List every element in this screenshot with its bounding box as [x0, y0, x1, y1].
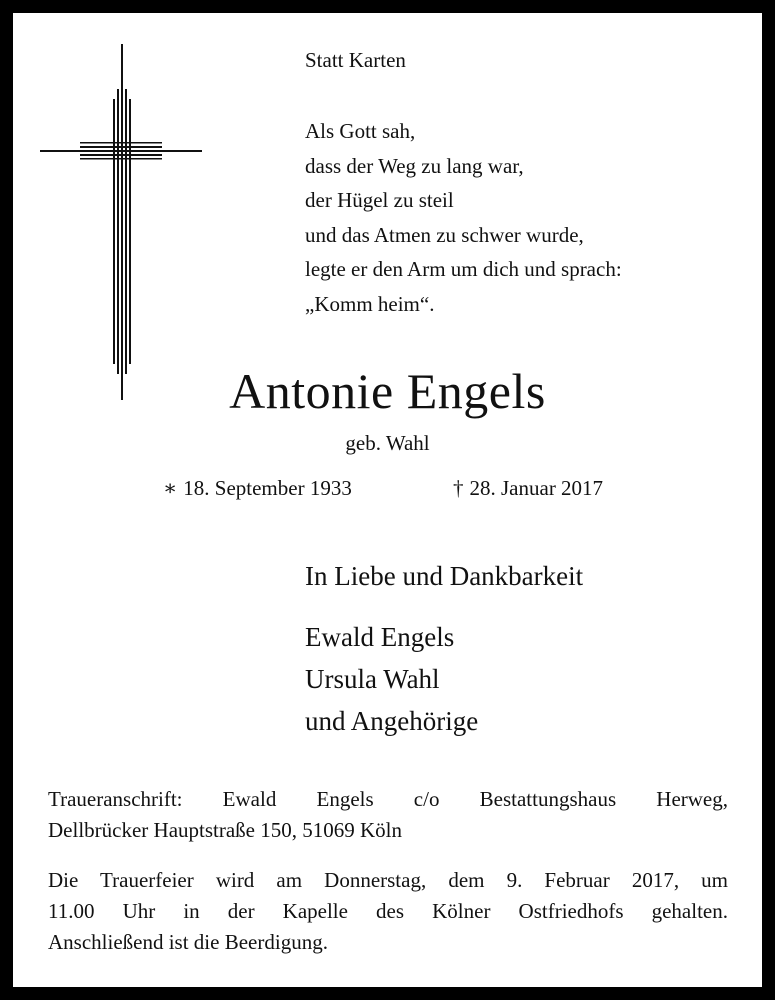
birth-date-line	[163, 474, 352, 502]
deceased-name: Antonie Engels	[229, 363, 546, 419]
mourner-name: Ewald Engels	[305, 622, 455, 652]
poem-line: Als Gott sah,	[305, 119, 416, 143]
poem-line: legte er den Arm um dich und sprach:	[305, 257, 622, 281]
death-date: 28. Januar 2017	[469, 476, 604, 500]
death-dagger-icon: †	[453, 476, 464, 500]
birth-date: 18. September 1933	[183, 476, 352, 500]
poem-line: „Komm heim“.	[305, 291, 435, 316]
address-line: Traueranschrift: Ewald Engels c/o Bestattungshaus Herweg,	[48, 787, 728, 811]
header-note: Statt Karten	[305, 48, 406, 72]
mourner-name: Ursula Wahl	[305, 664, 440, 694]
death-date-line	[453, 474, 603, 502]
service-line: Die Trauerfeier wird am Donnerstag, dem 9. Februar 2017, um	[48, 868, 728, 892]
poem-line: und das Atmen zu schwer wurde,	[305, 222, 584, 247]
service-line: 11.00 Uhr in der Kapelle des Kölner Ostfriedhofs gehalten.	[48, 899, 728, 923]
address-line: Dellbrücker Hauptstraße 150, 51069 Köln	[48, 818, 402, 842]
mourners-list	[305, 616, 478, 742]
birth-star-icon: ∗	[163, 476, 178, 500]
service-line: Anschließend ist die Beerdigung.	[48, 930, 328, 954]
mourning-address	[48, 784, 728, 846]
gratitude-line: In Liebe und Dankbarkeit	[305, 561, 584, 591]
mourner-name: und Angehörige	[305, 706, 479, 736]
cross-icon	[36, 44, 206, 404]
poem-line: der Hügel zu steil	[305, 188, 454, 212]
poem-line: dass der Weg zu lang war,	[305, 153, 524, 178]
funeral-service-info	[48, 865, 728, 958]
poem	[305, 114, 622, 321]
maiden-name: geb. Wahl	[345, 431, 430, 455]
